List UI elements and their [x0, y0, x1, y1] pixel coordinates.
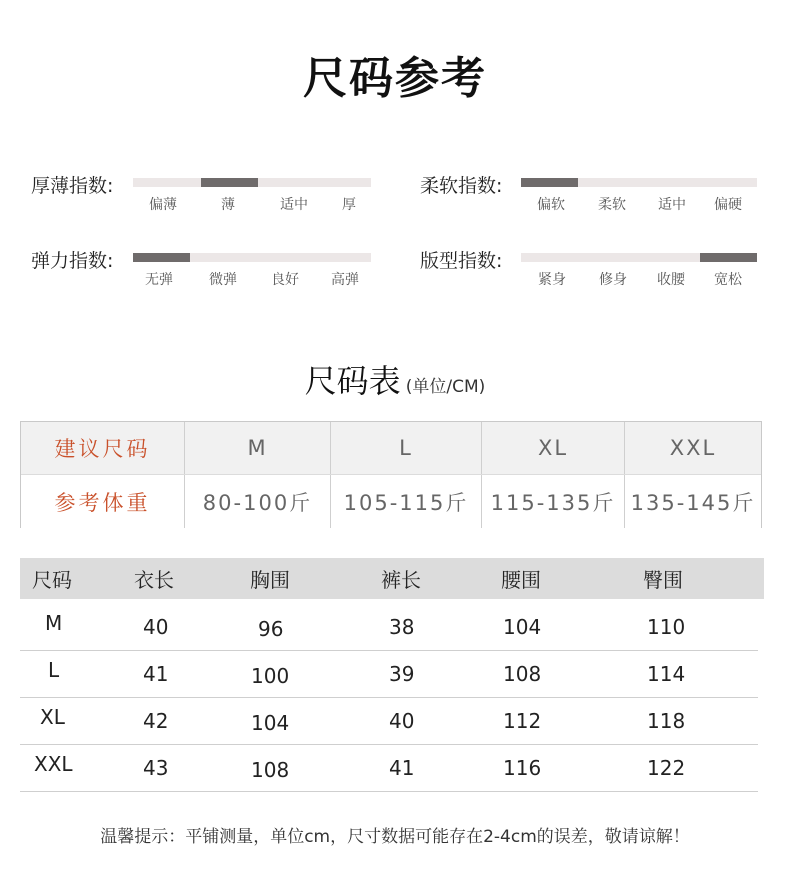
chest-cell: 96	[258, 617, 284, 641]
weight-table-weight-row	[21, 475, 761, 528]
size-cell: L	[330, 422, 481, 474]
thickness-tick: 适中	[280, 197, 308, 213]
length-cell: 40	[143, 615, 169, 639]
weight-table	[20, 421, 762, 528]
pants-length-cell: 41	[389, 756, 415, 780]
size-cell: M	[45, 611, 63, 635]
size-table-title: 尺码表	[304, 362, 401, 400]
measurement-note: 温馨提示：平铺测量，单位cm，尺寸数据可能存在2-4cm的误差，敬请谅解！	[100, 827, 690, 847]
table-row	[20, 745, 758, 792]
elasticity-tick: 微弹	[209, 272, 237, 288]
length-cell: 42	[143, 709, 169, 733]
pants-length-cell: 40	[389, 709, 415, 733]
elasticity-index-fill	[133, 253, 190, 262]
weight-cell: 115-135斤	[481, 475, 624, 528]
page-title: 尺码参考	[303, 53, 487, 104]
elasticity-index-label: 弹力指数:	[31, 250, 114, 272]
thickness-tick: 薄	[221, 197, 235, 213]
chest-cell: 100	[251, 664, 290, 688]
size-cell: XL	[40, 705, 65, 729]
weight-cell: 80-100斤	[184, 475, 330, 528]
header-cell: 裤长	[381, 568, 421, 592]
header-cell: 衣长	[134, 568, 174, 592]
fit-tick: 收腰	[657, 272, 685, 288]
softness-tick: 偏硬	[714, 197, 742, 213]
fit-tick: 修身	[599, 272, 627, 288]
hip-cell: 118	[647, 709, 686, 733]
pants-length-cell: 39	[389, 662, 415, 686]
weight-table-size-row	[21, 422, 761, 475]
header-cell: 臀围	[643, 568, 683, 592]
weight-cell: 105-115斤	[330, 475, 481, 528]
thickness-index-fill	[201, 178, 258, 187]
size-table-header	[20, 558, 764, 599]
fit-tick: 紧身	[538, 272, 566, 288]
header-cell: 胸围	[250, 568, 290, 592]
weight-row-header: 参考体重	[54, 490, 151, 515]
fit-index-bar	[521, 253, 757, 262]
header-cell: 尺码	[32, 568, 72, 592]
header-cell: 腰围	[501, 568, 541, 592]
fit-index-fill	[700, 253, 757, 262]
size-cell: XXL	[34, 752, 73, 776]
pants-length-cell: 38	[389, 615, 415, 639]
size-cell: M	[184, 422, 330, 474]
elasticity-tick: 高弹	[331, 272, 359, 288]
fit-index-label: 版型指数:	[420, 250, 503, 272]
hip-cell: 110	[647, 615, 686, 639]
softness-index-label: 柔软指数:	[420, 175, 503, 197]
thickness-tick: 厚	[342, 197, 356, 213]
table-row	[20, 651, 758, 698]
waist-cell: 104	[503, 615, 542, 639]
size-cell: L	[48, 658, 60, 682]
length-cell: 43	[143, 756, 169, 780]
size-table-heading	[0, 356, 790, 402]
size-cell: XXL	[624, 422, 761, 474]
chest-cell: 108	[251, 758, 290, 782]
fit-tick: 宽松	[714, 272, 742, 288]
size-row-header: 建议尺码	[54, 437, 151, 461]
table-row	[20, 604, 758, 651]
hip-cell: 114	[647, 662, 686, 686]
table-row	[20, 698, 758, 745]
softness-tick: 适中	[658, 197, 686, 213]
elasticity-tick: 无弹	[145, 272, 173, 288]
thickness-index-label: 厚薄指数:	[31, 175, 114, 197]
size-cell: XL	[481, 422, 624, 474]
softness-index-fill	[521, 178, 578, 187]
length-cell: 41	[143, 662, 169, 686]
elasticity-index-bar	[133, 253, 371, 262]
chest-cell: 104	[251, 711, 290, 735]
hip-cell: 122	[647, 756, 686, 780]
waist-cell: 112	[503, 709, 542, 733]
thickness-index-bar	[133, 178, 371, 187]
weight-cell: 135-145斤	[624, 475, 761, 528]
softness-tick: 偏软	[537, 197, 565, 213]
elasticity-tick: 良好	[271, 272, 299, 288]
softness-tick: 柔软	[598, 197, 626, 213]
waist-cell: 108	[503, 662, 542, 686]
size-table-unit: (单位/CM)	[405, 377, 486, 397]
softness-index-bar	[521, 178, 757, 187]
waist-cell: 116	[503, 756, 542, 780]
thickness-tick: 偏薄	[149, 197, 177, 213]
